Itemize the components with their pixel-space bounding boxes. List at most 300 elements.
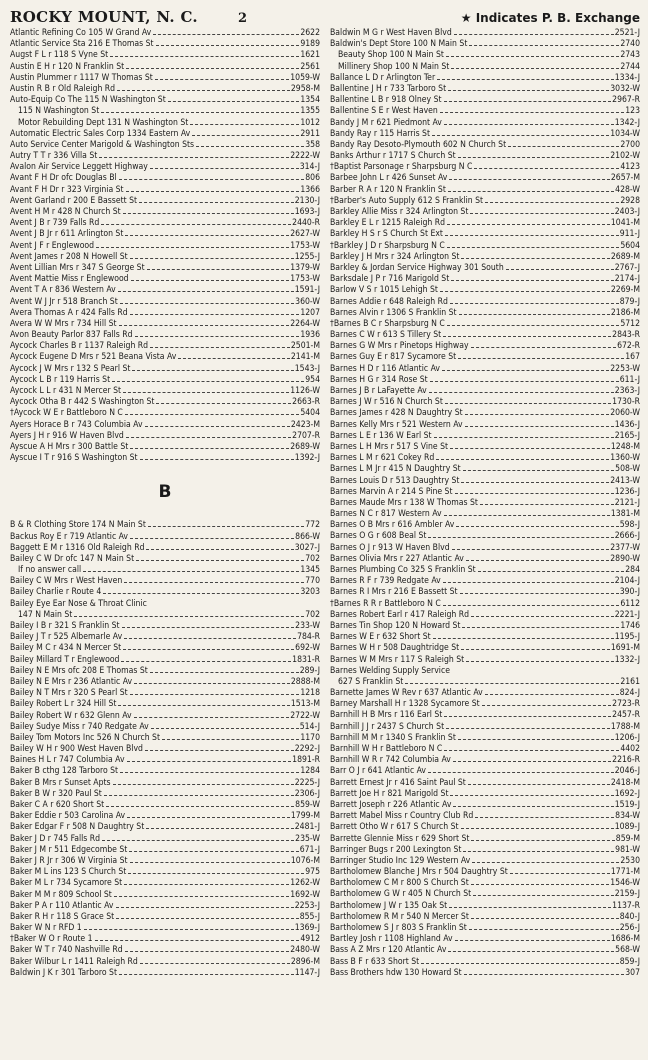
- dot-leader: [104, 795, 294, 796]
- listing-row: [330, 453, 640, 464]
- listing-row: [330, 923, 640, 934]
- listing-row: [10, 878, 320, 889]
- listing-row: [10, 319, 320, 330]
- listing-row: [10, 364, 320, 375]
- listing-name: Bailey Robert W r 632 Glenn Av: [10, 710, 132, 721]
- listing-row: [10, 106, 320, 117]
- listing-phone-number: 2046-J: [614, 766, 640, 777]
- listing-phone-number: 2663-R: [292, 397, 320, 408]
- listing-name: 627 S Franklin St: [338, 676, 404, 687]
- listing-phone-number: 2174-J: [614, 274, 640, 285]
- listing-name: Baker M M r 809 School St: [10, 889, 112, 900]
- listing-name: †Barber's Auto Supply 612 S Franklin St: [330, 195, 484, 206]
- listing-phone-number: 1691-M: [610, 643, 640, 654]
- listing-phone-number: 2418-M: [610, 777, 640, 788]
- listing-name: Barnes R I Mrs r 216 E Bassett St: [330, 587, 458, 598]
- listing-row: [10, 856, 320, 867]
- dot-leader: [118, 705, 289, 706]
- listing-row: [330, 845, 640, 856]
- listing-row: [10, 397, 320, 408]
- listing-phone-number: 2222-W: [290, 151, 320, 162]
- listing-phone-number: 1236-J: [614, 486, 640, 497]
- listing-row: [10, 532, 320, 543]
- listing-phone-number: 1746: [620, 620, 640, 631]
- dot-leader: [106, 806, 294, 807]
- dot-leader: [466, 560, 609, 561]
- listing-name: Barnes L E r 136 W Earl St: [330, 430, 432, 441]
- listing-row: [330, 599, 640, 610]
- listing-row: [10, 722, 320, 733]
- dot-leader: [440, 291, 610, 292]
- listing-name: Ballance L D r Arlington Ter: [330, 72, 436, 83]
- listing-name: Baldwin J K r 301 Tarboro St: [10, 967, 117, 978]
- listing-row: [330, 476, 640, 487]
- dot-leader: [116, 918, 298, 919]
- listing-phone-number: 2440-R: [292, 218, 320, 229]
- listing-phone-number: 284: [625, 565, 640, 575]
- listing-name: †Barkley J D r Sharpsburg N C: [330, 240, 445, 251]
- dot-leader: [455, 940, 610, 941]
- dot-leader: [190, 124, 299, 125]
- listing-phone-number: 1332-J: [614, 654, 640, 665]
- dot-leader: [473, 895, 614, 896]
- listing-name: Automatic Electric Sales Corp 1334 Eastern Av: [10, 128, 191, 139]
- listing-phone-number: 2363-J: [614, 386, 640, 396]
- listing-name: Barnes Tin Shop 120 N Howard St: [330, 620, 461, 631]
- listing-row: [330, 688, 640, 699]
- dot-leader: [461, 258, 609, 259]
- listing-phone-number: 859-J: [619, 956, 640, 967]
- listing-row: [10, 711, 320, 722]
- listing-name: Austin R B r Old Raleigh Rd: [10, 83, 116, 94]
- listing-row: [10, 431, 320, 442]
- listing-phone-number: 598-J: [619, 520, 640, 531]
- listing-name: †Baptist Parsonage r Sharpsburg N C: [330, 162, 473, 173]
- dot-leader: [444, 515, 610, 516]
- listing-phone-number: 2403-J: [614, 207, 640, 217]
- listing-phone-number: 1206-J: [614, 732, 640, 743]
- dot-leader: [443, 582, 614, 583]
- listing-phone-number: 1543-J: [294, 363, 320, 374]
- listing-row: [10, 677, 320, 688]
- listing-name: Bailey M C r 434 N Mercer St: [10, 643, 122, 654]
- dot-leader: [148, 526, 304, 527]
- listing-phone-number: 428-W: [615, 184, 640, 195]
- listing-phone-number: 1771-M: [610, 867, 640, 878]
- listing-phone-number: 1034-W: [610, 128, 640, 139]
- listing-row: [10, 297, 320, 308]
- dot-leader: [454, 34, 614, 35]
- dot-leader: [485, 694, 619, 695]
- listing-phone-number: 702: [305, 609, 320, 620]
- listing-row: [10, 621, 320, 632]
- listing-phone-number: 1730-R: [612, 397, 640, 408]
- listing-row: [330, 50, 640, 61]
- listing-name: Baldwin M G r West Haven Blvd: [330, 28, 452, 38]
- listing-name: Avalon Air Service Leggett Highway: [10, 162, 148, 173]
- listing-name: Baker W T r 740 Nashville Rd: [10, 945, 123, 956]
- dot-leader: [445, 235, 619, 236]
- listing-name: Baker J D r 745 Falls Rd: [10, 833, 101, 844]
- listing-phone-number: 1354: [300, 95, 320, 106]
- listing-phone-number: 2689-M: [610, 251, 640, 262]
- listing-name: Ayers Horace B r 743 Columbia Av: [10, 419, 143, 430]
- listing-name: Bartholomew G W r 405 N Church St: [330, 889, 472, 900]
- listing-name: Baker R H r 118 S Grace St: [10, 911, 115, 922]
- dot-leader: [458, 358, 624, 359]
- listing-name: Barney Marshall H r 1328 Sycamore St: [330, 699, 480, 710]
- dot-leader: [119, 179, 305, 180]
- dot-leader: [445, 403, 611, 404]
- listing-row: [330, 375, 640, 386]
- listing-name: Barkley & Jordan Service Highway 301 South: [330, 262, 504, 273]
- listing-phone-number: 2165-J: [614, 430, 640, 441]
- listing-row: [330, 330, 640, 341]
- listing-name: Barnes L H Mrs r 517 S Vine St: [330, 441, 449, 452]
- dot-leader: [113, 784, 294, 785]
- listing-row: [330, 442, 640, 453]
- listing-row: [330, 263, 640, 274]
- dot-leader: [466, 661, 614, 662]
- listing-phone-number: 2292-J: [294, 744, 320, 755]
- listing-row: [330, 520, 640, 531]
- listing-name: Austin E H r 120 N Franklin St: [10, 61, 125, 72]
- listing-phone-number: 866-W: [295, 531, 320, 542]
- dot-leader: [120, 772, 299, 773]
- dot-leader: [130, 258, 294, 259]
- dot-leader: [453, 806, 613, 807]
- dot-leader: [130, 694, 300, 695]
- listing-name: Barnes Addie r 648 Raleigh Rd: [330, 296, 448, 307]
- dot-leader: [444, 101, 612, 102]
- listing-phone-number: 2457-R: [612, 710, 640, 721]
- listing-name: Barnes O J r 913 W Haven Blvd: [330, 542, 450, 553]
- listing-phone-number: 824-J: [619, 688, 640, 699]
- dot-leader: [146, 549, 293, 550]
- listing-phone-number: 314-J: [299, 162, 320, 173]
- listing-row: [10, 442, 320, 453]
- listing-name: Barnes Maude Mrs r 138 W Thomas St: [330, 497, 478, 508]
- listing-phone-number: 1379-W: [290, 262, 320, 273]
- dot-leader: [444, 750, 619, 751]
- dot-leader: [447, 325, 620, 326]
- dot-leader: [102, 840, 294, 841]
- listing-name: Barkley H S r S Church St Ext: [330, 229, 443, 240]
- dot-leader: [449, 179, 610, 180]
- dot-leader: [136, 560, 304, 561]
- listing-phone-number: 9189: [300, 39, 320, 50]
- dot-leader: [126, 68, 299, 69]
- listing-row: [10, 520, 320, 531]
- dot-leader: [447, 247, 620, 248]
- listing-name: Bartholomew C M r 800 S Church St: [330, 878, 469, 889]
- listing-phone-number: 3032-W: [610, 83, 640, 94]
- listing-row: [330, 587, 640, 598]
- listing-phone-number: 671-J: [299, 844, 320, 855]
- listing-phone-number: 981-W: [615, 844, 640, 855]
- listing-name: Aycock Otha B r 442 S Washington St: [10, 397, 155, 408]
- dot-leader: [103, 593, 299, 594]
- listing-phone-number: 3203: [300, 587, 320, 598]
- listing-row: [330, 464, 640, 475]
- dot-leader: [452, 549, 610, 550]
- listing-row: [10, 207, 320, 218]
- left-column-b-list: [10, 520, 320, 979]
- listing-name: Bartley Josh r 1108 Highland Av: [330, 934, 453, 945]
- listing-name: Barnes W E r 632 Short St: [330, 632, 431, 643]
- listing-name: Barnhill W R r 742 Columbia Av: [330, 755, 451, 766]
- listing-phone-number: 1334-J: [614, 72, 640, 83]
- listing-name: Baldwin's Dept Store 100 N Main St: [330, 39, 468, 50]
- dot-leader: [117, 90, 290, 91]
- listing-row: [330, 889, 640, 900]
- listing-row: [330, 554, 640, 565]
- dot-leader: [432, 135, 609, 136]
- dot-leader: [132, 370, 293, 371]
- listing-phone-number: 1041-M: [610, 218, 640, 229]
- dot-leader: [429, 392, 614, 393]
- dot-leader: [134, 717, 290, 718]
- dot-leader: [83, 571, 299, 572]
- listing-row: [10, 610, 320, 621]
- listing-row: [330, 207, 640, 218]
- dot-leader: [451, 280, 614, 281]
- listing-phone-number: 1089-J: [614, 822, 640, 833]
- dot-leader: [456, 526, 618, 527]
- listing-name: Barnes Plumbing Co 325 S Franklin St: [330, 565, 476, 575]
- listing-name: Bailey Robert L r 324 Hill St: [10, 699, 117, 710]
- listing-name: Aycock J W Mrs r 132 S Pearl St: [10, 363, 131, 374]
- listing-name: Barnes W H r 508 Daughtridge St: [330, 643, 460, 654]
- listing-phone-number: 2253-J: [294, 900, 320, 911]
- dot-leader: [444, 716, 611, 717]
- listing-row: [330, 643, 640, 654]
- listing-name: Avent Lillian Mrs r 347 S George St: [10, 262, 145, 273]
- dot-leader: [448, 90, 609, 91]
- listing-phone-number: 4402: [620, 744, 640, 754]
- listing-name: Barksdale J P r 716 Marigold St: [330, 274, 450, 285]
- listing-name: Avera Thomas A r 424 Falls Rd: [10, 307, 128, 318]
- listing-name: Baker W N r RFD 1: [10, 923, 82, 934]
- listing-name: Ballentine S E r West Haven: [330, 106, 438, 117]
- dot-leader: [436, 459, 609, 460]
- listing-row: [330, 945, 640, 956]
- dot-leader: [405, 683, 619, 684]
- listing-name: Atlantic Refining Co 105 W Grand Av: [10, 28, 152, 38]
- listing-row: [330, 811, 640, 822]
- listing-name: Bartholomew J W r 135 Oak St: [330, 900, 448, 911]
- listing-row: [330, 733, 640, 744]
- listing-row: [10, 811, 320, 822]
- listing-name: Barrette Glennie Miss r 629 Short St: [330, 833, 470, 844]
- dot-leader: [125, 414, 299, 415]
- listing-name: Aycock Charles B r 1137 Raleigh Rd: [10, 341, 149, 352]
- dot-leader: [130, 538, 294, 539]
- listing-row: [330, 229, 640, 240]
- listing-name: Barber R A r 120 N Franklin St: [330, 184, 446, 195]
- listing-row: [10, 800, 320, 811]
- dot-leader: [475, 817, 614, 818]
- listing-row: [10, 945, 320, 956]
- listing-row: [10, 129, 320, 140]
- dot-leader: [465, 414, 610, 415]
- page-header: [10, 8, 640, 28]
- listing-phone-number: 2225-J: [294, 777, 320, 788]
- listing-row: [330, 565, 640, 576]
- listing-phone-number: 2521-J: [614, 28, 640, 38]
- listing-name: Bailey J T r 525 Albemarle Av: [10, 632, 123, 643]
- listing-name: Avent H M r 428 N Church St: [10, 207, 121, 217]
- listing-phone-number: 702: [305, 553, 320, 564]
- dot-leader: [125, 235, 289, 236]
- listing-name: Ayers J H r 916 W Haven Blvd: [10, 430, 124, 441]
- listing-row: [10, 957, 320, 968]
- listing-row: [10, 632, 320, 643]
- listing-name: Barnes H D r 116 Atlantic Av: [330, 363, 440, 374]
- listing-row: [10, 308, 320, 319]
- listing-phone-number: 2958-M: [290, 83, 320, 94]
- listing-row: [10, 867, 320, 878]
- listing-phone-number: 2740: [620, 39, 640, 50]
- dot-leader: [127, 817, 290, 818]
- dot-leader: [453, 761, 611, 762]
- listing-phone-number: 911-J: [619, 229, 640, 240]
- listing-row: [330, 274, 640, 285]
- listing-row: [330, 968, 640, 979]
- listing-row: [330, 610, 640, 621]
- listing-row: [330, 766, 640, 777]
- dot-leader: [123, 392, 289, 393]
- listing-row: [330, 196, 640, 207]
- dot-leader: [463, 470, 614, 471]
- listing-row: [10, 420, 320, 431]
- listing-phone-number: 1284: [300, 766, 320, 777]
- listing-name: Baker Eddie r 503 Carolina Av: [10, 811, 126, 822]
- dot-leader: [140, 963, 290, 964]
- listing-name: Avent James r 208 N Howell St: [10, 251, 128, 262]
- listing-name: Baker J R Jr r 306 W Virginia St: [10, 855, 128, 866]
- dot-leader: [469, 45, 619, 46]
- listing-name: Barrett Joe H r 821 Marigold St: [330, 788, 449, 799]
- listing-row: [330, 576, 640, 587]
- listing-phone-number: 5712: [620, 318, 640, 329]
- listing-row: [330, 957, 640, 968]
- listing-row: [330, 162, 640, 173]
- listing-phone-number: 4123: [620, 162, 640, 173]
- listing-name: Barrett Otho W r 617 S Church St: [330, 822, 459, 833]
- listing-phone-number: 2423-M: [290, 419, 320, 430]
- listing-row: [330, 867, 640, 878]
- listing-name: Avent T A r 836 Western Av: [10, 285, 116, 296]
- dot-leader: [135, 336, 300, 337]
- listing-row: [330, 95, 640, 106]
- listing-name: Barnes O B Mrs r 616 Ambler Av: [330, 520, 455, 531]
- dot-leader: [471, 616, 614, 617]
- listing-name: Auto-Equip Co The 115 N Washington St: [10, 95, 166, 106]
- listing-name: Atlantic Service Sta 216 E Thomas St: [10, 39, 154, 50]
- listing-row: [330, 173, 640, 184]
- listing-row: [10, 923, 320, 934]
- listing-phone-number: 3027-J: [294, 542, 320, 553]
- listing-phone-number: 1381-M: [610, 509, 640, 520]
- listing-phone-number: 358: [305, 139, 320, 150]
- dot-leader: [124, 884, 289, 885]
- listing-name: Barnes Robert Earl r 417 Raleigh Rd: [330, 609, 470, 620]
- listing-row: [330, 744, 640, 755]
- listing-name: Barnes Guy E r 817 Sycamore St: [330, 352, 457, 363]
- listing-row: [10, 151, 320, 162]
- listing-name: Barnes G W Mrs r Pinetops Highway: [330, 341, 469, 352]
- listing-name: Baker Edgar F r 508 N Daughtry St: [10, 822, 145, 833]
- listing-row: [10, 95, 320, 106]
- listing-row: [330, 285, 640, 296]
- listing-phone-number: 233-W: [295, 621, 320, 631]
- listing-name: Bandy Ray r 115 Harris St: [330, 128, 430, 139]
- listing-row: [10, 285, 320, 296]
- listing-name: Avon Beauty Parlor 837 Falls Rd: [10, 330, 133, 341]
- dot-leader: [145, 426, 290, 427]
- listing-name: Barrett Mabel Miss r Country Club Rd: [330, 811, 474, 822]
- dot-leader: [421, 963, 618, 964]
- listing-row: [330, 755, 640, 766]
- listing-phone-number: 307: [625, 967, 640, 978]
- dot-leader: [151, 728, 299, 729]
- dot-leader: [156, 45, 300, 46]
- listing-phone-number: 6112: [620, 598, 640, 609]
- listing-name: Barnette James W Rev r 637 Atlantic Av: [330, 688, 483, 699]
- listing-name: Bailey N E Mrs r 236 Atlantic Av: [10, 676, 133, 687]
- dot-leader: [118, 291, 294, 292]
- listing-row: [330, 151, 640, 162]
- listing-name: Aycock Eugene D Mrs r 521 Beana Vista Av: [10, 352, 177, 363]
- dot-leader: [468, 784, 610, 785]
- listing-row: [330, 655, 640, 666]
- dot-leader: [482, 705, 611, 706]
- dot-leader: [440, 112, 624, 113]
- listing-name: Baker B Mrs r Sunset Apts: [10, 777, 111, 788]
- listing-name: Avent J B r 739 Falls Rd: [10, 218, 100, 229]
- listing-name: Barlow V S r 1015 Lehigh St: [330, 285, 438, 296]
- listing-row: [330, 39, 640, 50]
- listing-name: Baker B W r 320 Paul St: [10, 788, 102, 799]
- listing-phone-number: 2377-W: [610, 542, 640, 553]
- dot-leader: [128, 873, 304, 874]
- listing-row: [10, 453, 320, 464]
- listing-name: †Aycock W E r Battleboro N C: [10, 408, 123, 419]
- listing-phone-number: 1059-W: [290, 72, 320, 83]
- listing-name: Aycock L B r 119 Harris St: [10, 374, 111, 385]
- listing-phone-number: 2141-M: [290, 352, 320, 363]
- listing-phone-number: 806: [305, 173, 320, 184]
- dot-leader: [450, 448, 610, 449]
- listing-row: [10, 543, 320, 554]
- dot-leader: [460, 593, 619, 594]
- listing-name: Avant F H Dr r 323 Virginia St: [10, 184, 124, 195]
- listing-row: [330, 397, 640, 408]
- listing-phone-number: 123: [625, 106, 640, 117]
- listing-phone-number: 2666-J: [614, 531, 640, 542]
- dot-leader: [101, 224, 291, 225]
- listing-row: [10, 912, 320, 923]
- dot-leader: [471, 918, 619, 919]
- listing-phone-number: 1126-W: [290, 386, 320, 396]
- listing-row: [330, 621, 640, 632]
- listing-phone-number: 1799-M: [290, 811, 320, 822]
- listing-name: Avant F H Dr ofc Douglas Bl: [10, 173, 117, 184]
- dot-leader: [458, 157, 610, 158]
- dot-leader: [450, 795, 613, 796]
- listing-row: [330, 834, 640, 845]
